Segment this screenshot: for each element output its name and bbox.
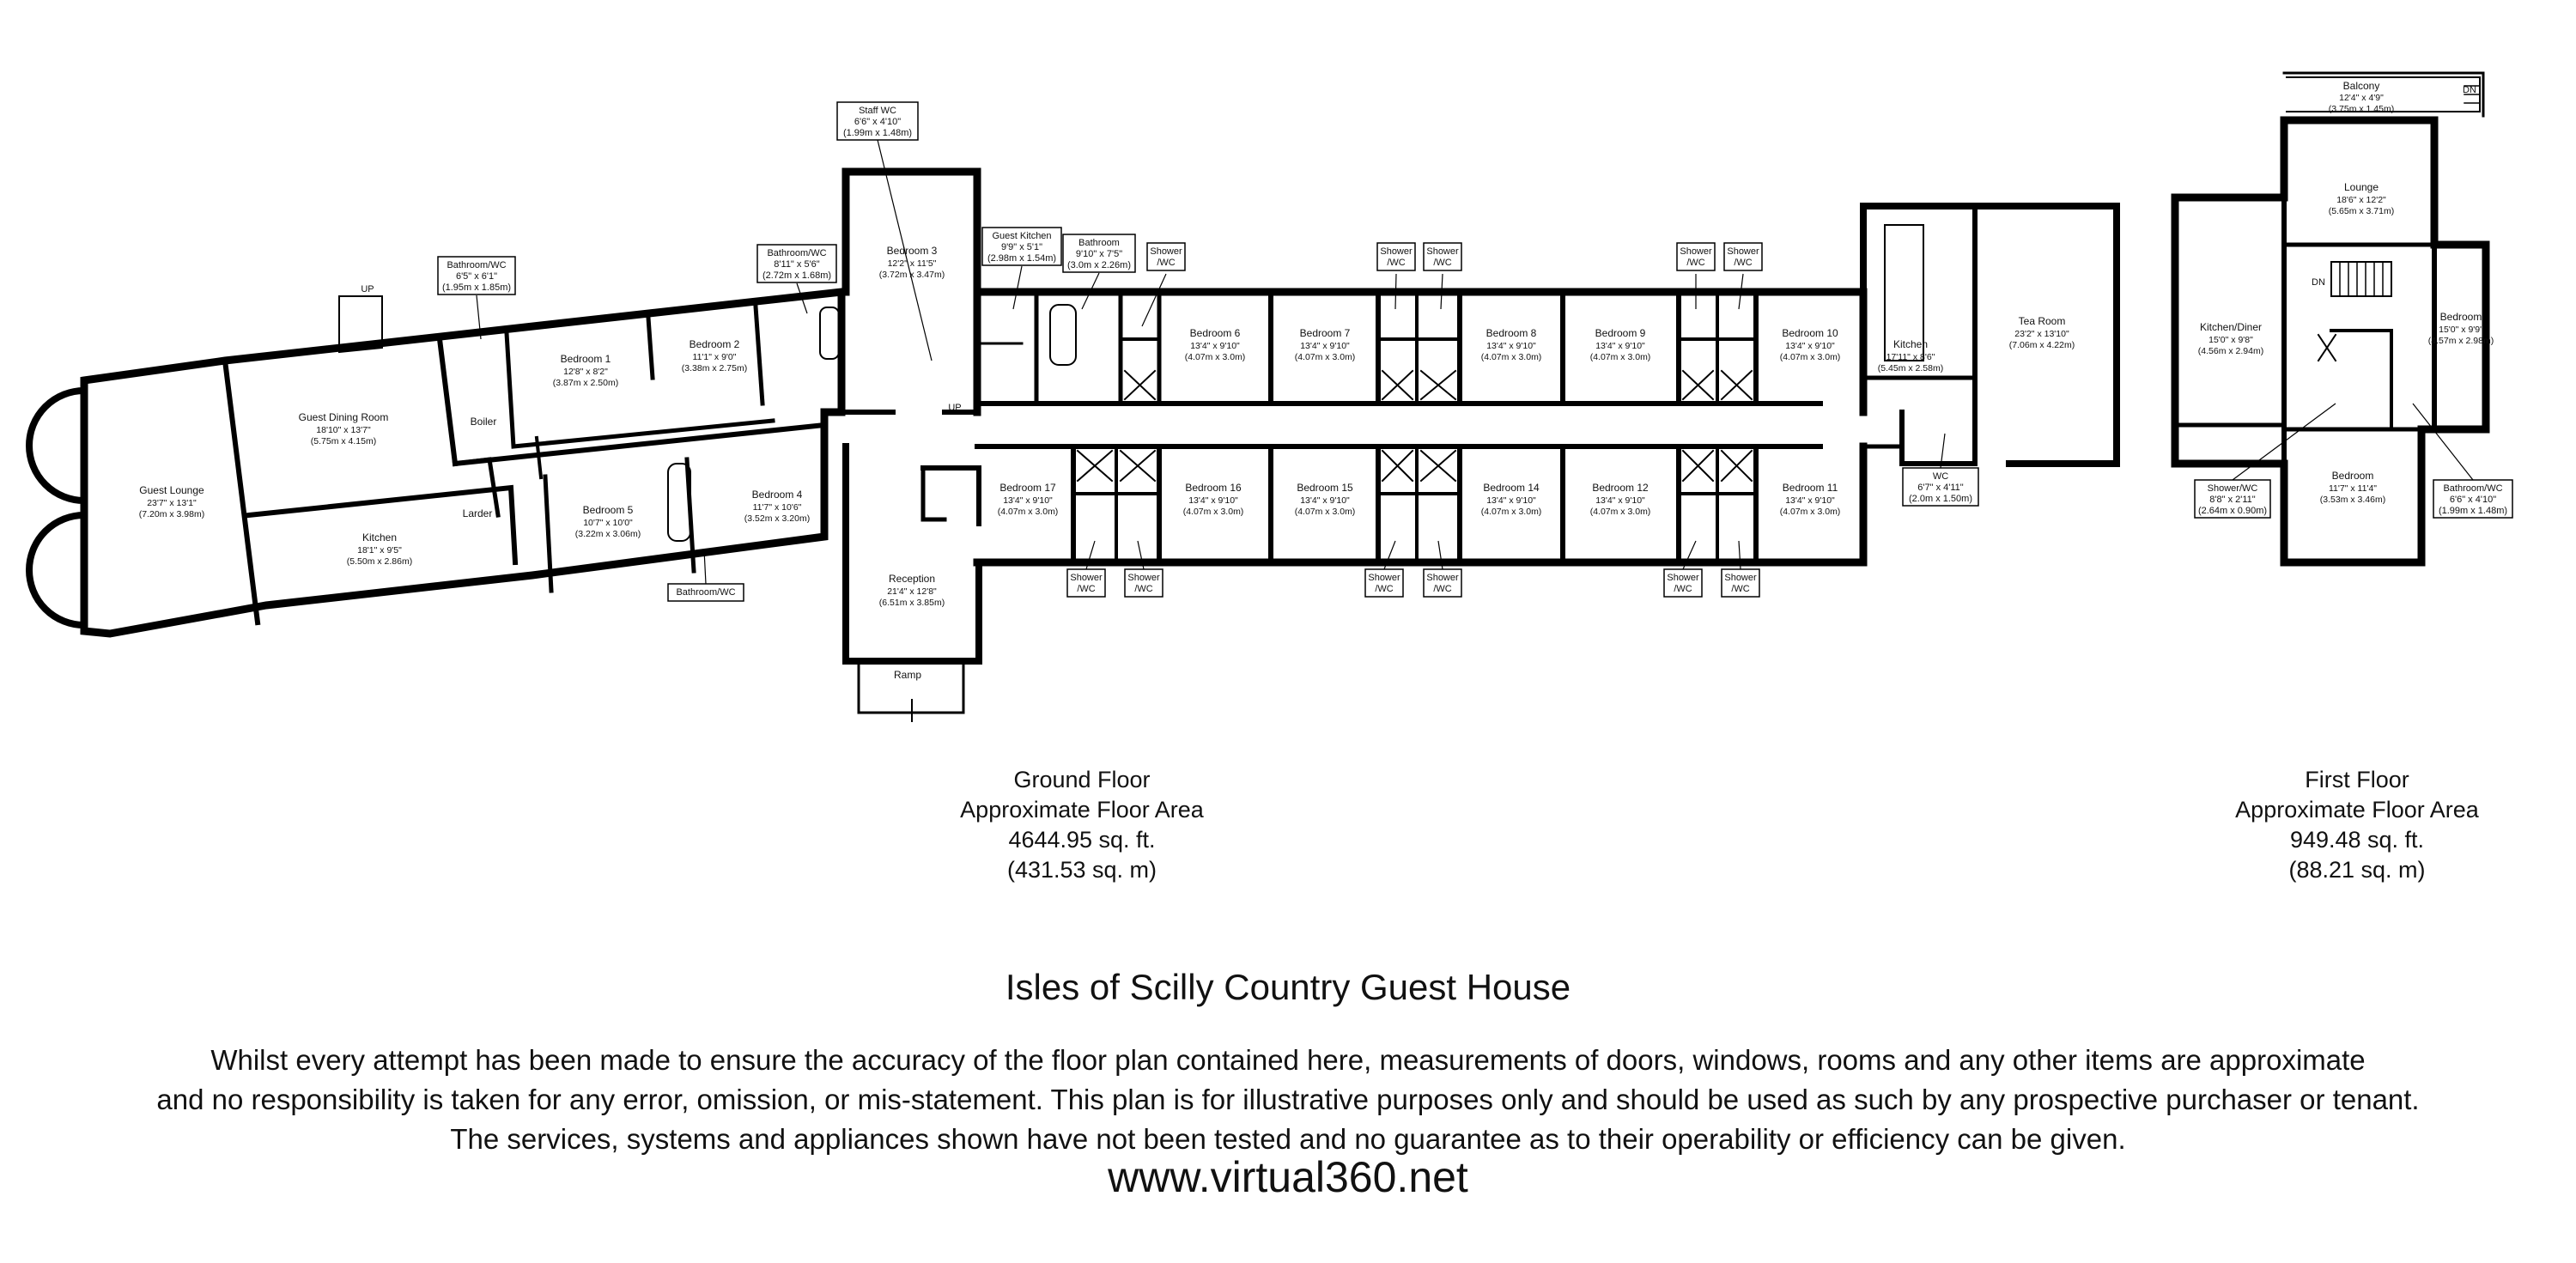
svg-text:(4.07m x 3.0m): (4.07m x 3.0m) bbox=[1294, 352, 1356, 362]
svg-text:(4.07m x 3.0m): (4.07m x 3.0m) bbox=[1294, 507, 1356, 517]
svg-text:18'6" x 12'2": 18'6" x 12'2" bbox=[2336, 195, 2386, 205]
svg-text:9'10" x 7'5": 9'10" x 7'5" bbox=[1075, 249, 1123, 259]
room-label bbox=[998, 482, 1059, 517]
svg-text:/WC: /WC bbox=[1134, 584, 1153, 594]
room-label bbox=[894, 669, 921, 681]
svg-text:Shower: Shower bbox=[1380, 246, 1413, 257]
svg-text:Bedroom 12: Bedroom 12 bbox=[1592, 482, 1649, 494]
svg-text:949.48 sq. ft.: 949.48 sq. ft. bbox=[2289, 827, 2425, 853]
svg-text:Bedroom 1: Bedroom 1 bbox=[560, 353, 611, 365]
svg-text:(7.20m x 3.98m): (7.20m x 3.98m) bbox=[138, 509, 205, 519]
room-label bbox=[2320, 470, 2385, 505]
svg-text:(3.53m x 3.46m): (3.53m x 3.46m) bbox=[2319, 495, 2386, 505]
svg-text:/WC: /WC bbox=[1686, 258, 1705, 268]
svg-text:(7.06m x 4.22m): (7.06m x 4.22m) bbox=[2008, 340, 2075, 350]
svg-text:8'8" x 2'11": 8'8" x 2'11" bbox=[2209, 495, 2256, 505]
svg-text:Shower: Shower bbox=[1070, 573, 1103, 583]
svg-text:(4.07m x 3.0m): (4.07m x 3.0m) bbox=[1480, 352, 1542, 362]
svg-text:(1.99m x 1.48m): (1.99m x 1.48m) bbox=[2438, 506, 2508, 516]
svg-text:Guest Lounge: Guest Lounge bbox=[139, 484, 204, 496]
svg-text:12'2" x 11'5": 12'2" x 11'5" bbox=[887, 258, 937, 269]
first-floor-caption bbox=[2235, 767, 2480, 883]
svg-text:DN: DN bbox=[2463, 85, 2476, 95]
svg-text:Ramp: Ramp bbox=[893, 669, 922, 681]
svg-text:(2.72m x 1.68m): (2.72m x 1.68m) bbox=[762, 270, 832, 281]
svg-text:4644.95 sq. ft.: 4644.95 sq. ft. bbox=[1008, 827, 1156, 853]
svg-text:Tea Room: Tea Room bbox=[2018, 315, 2066, 327]
svg-text:13'4" x 9'10": 13'4" x 9'10" bbox=[1300, 341, 1350, 351]
svg-text:/WC: /WC bbox=[1433, 584, 1452, 594]
svg-text:(5.75m x 4.15m): (5.75m x 4.15m) bbox=[310, 436, 377, 446]
callout-box bbox=[1677, 243, 1715, 270]
svg-text:6'6" x 4'10": 6'6" x 4'10" bbox=[854, 117, 902, 127]
svg-text:(4.07m x 3.0m): (4.07m x 3.0m) bbox=[1480, 507, 1542, 517]
svg-text:Shower: Shower bbox=[1680, 246, 1712, 257]
callout-box bbox=[1377, 243, 1415, 270]
svg-text:(4.57m x 2.98m): (4.57m x 2.98m) bbox=[2427, 336, 2494, 346]
svg-text:Shower/WC: Shower/WC bbox=[2207, 483, 2258, 494]
disclaimer-line: and no responsibility is taken for any error, omission, or mis-statement. This plan is for illustrative purposes only and should be used as such by any prospective purchaser or tenant. bbox=[156, 1084, 2420, 1115]
svg-text:6'5" x 6'1": 6'5" x 6'1" bbox=[455, 271, 498, 282]
svg-text:Shower: Shower bbox=[1127, 573, 1160, 583]
svg-text:(6.51m x 3.85m): (6.51m x 3.85m) bbox=[878, 598, 945, 608]
callout-box bbox=[1067, 569, 1105, 597]
svg-text:12'4" x 4'9": 12'4" x 4'9" bbox=[2339, 93, 2384, 103]
room-labels bbox=[138, 80, 2497, 681]
svg-text:/WC: /WC bbox=[1731, 584, 1750, 594]
svg-text:13'4" x 9'10": 13'4" x 9'10" bbox=[1595, 341, 1645, 351]
svg-text:Lounge: Lounge bbox=[2343, 181, 2379, 193]
svg-text:(88.21 sq. m): (88.21 sq. m) bbox=[2288, 857, 2426, 883]
svg-text:(2.98m x 1.54m): (2.98m x 1.54m) bbox=[987, 253, 1057, 264]
svg-text:/WC: /WC bbox=[1734, 258, 1753, 268]
svg-text:10'7" x 10'0": 10'7" x 10'0" bbox=[583, 518, 633, 528]
svg-text:(4.07m x 3.0m): (4.07m x 3.0m) bbox=[1184, 352, 1246, 362]
room-label bbox=[1185, 327, 1246, 362]
room-label bbox=[1780, 327, 1841, 362]
svg-text:Bedroom 2: Bedroom 2 bbox=[689, 338, 740, 350]
svg-text:Kitchen: Kitchen bbox=[1893, 338, 1929, 350]
svg-text:17'11" x 8'6": 17'11" x 8'6" bbox=[1886, 352, 1935, 362]
callout-box bbox=[982, 228, 1061, 265]
svg-text:11'7" x 11'4": 11'7" x 11'4" bbox=[2328, 483, 2378, 494]
website-link[interactable]: www.virtual360.net bbox=[1108, 1153, 1468, 1201]
svg-text:Bedroom 8: Bedroom 8 bbox=[1485, 327, 1537, 339]
svg-text:DN: DN bbox=[2312, 277, 2325, 288]
room-label bbox=[744, 489, 810, 524]
svg-text:11'1" x 9'0": 11'1" x 9'0" bbox=[692, 352, 737, 362]
svg-text:(5.45m x 2.58m): (5.45m x 2.58m) bbox=[1877, 363, 1944, 373]
svg-text:(1.95m x 1.85m): (1.95m x 1.85m) bbox=[441, 282, 512, 293]
svg-text:Approximate Floor Area: Approximate Floor Area bbox=[960, 797, 1204, 823]
svg-text:(4.07m x 3.0m): (4.07m x 3.0m) bbox=[997, 507, 1059, 517]
svg-text:18'10" x 13'7": 18'10" x 13'7" bbox=[316, 425, 371, 435]
svg-text:(3.38m x 2.75m): (3.38m x 2.75m) bbox=[681, 363, 748, 373]
svg-text:Approximate Floor Area: Approximate Floor Area bbox=[2235, 797, 2479, 823]
svg-text:23'7" x 13'1": 23'7" x 13'1" bbox=[147, 498, 197, 508]
callout-box bbox=[1365, 569, 1403, 597]
svg-text:(5.65m x 3.71m): (5.65m x 3.71m) bbox=[2328, 206, 2395, 216]
callout-box bbox=[1903, 468, 1978, 506]
svg-text:(4.07m x 3.0m): (4.07m x 3.0m) bbox=[1589, 352, 1651, 362]
svg-text:(2.0m x 1.50m): (2.0m x 1.50m) bbox=[1909, 494, 1972, 504]
svg-text:9'9" x 5'1": 9'9" x 5'1" bbox=[1000, 242, 1043, 252]
svg-text:WC: WC bbox=[1932, 471, 1949, 482]
svg-text:UP: UP bbox=[948, 403, 962, 413]
svg-text:(431.53 sq. m): (431.53 sq. m) bbox=[1006, 857, 1157, 883]
room-label bbox=[299, 411, 389, 446]
svg-text:Bedroom 9: Bedroom 9 bbox=[1595, 327, 1646, 339]
svg-text:Guest Kitchen: Guest Kitchen bbox=[992, 231, 1052, 241]
svg-text:(4.07m x 3.0m): (4.07m x 3.0m) bbox=[1589, 507, 1651, 517]
room-label bbox=[553, 353, 618, 388]
svg-text:Bathroom/WC: Bathroom/WC bbox=[447, 260, 507, 270]
svg-text:(4.07m x 3.0m): (4.07m x 3.0m) bbox=[1779, 352, 1841, 362]
callout-box bbox=[1722, 569, 1759, 597]
svg-text:21'4" x 12'8": 21'4" x 12'8" bbox=[887, 586, 937, 597]
svg-text:(4.07m x 3.0m): (4.07m x 3.0m) bbox=[1182, 507, 1244, 517]
svg-text:(3.52m x 3.20m): (3.52m x 3.20m) bbox=[744, 513, 811, 524]
svg-text:13'4" x 9'10": 13'4" x 9'10" bbox=[1595, 495, 1645, 506]
callout-box bbox=[1424, 569, 1461, 597]
room-label bbox=[1481, 482, 1542, 517]
disclaimer-line: Whilst every attempt has been made to ensure the accuracy of the floor plan contained here, measurements of doors, windows, rooms and any other items are approximate bbox=[210, 1044, 2366, 1076]
svg-text:13'4" x 9'10": 13'4" x 9'10" bbox=[1486, 341, 1536, 351]
svg-text:13'4" x 9'10": 13'4" x 9'10" bbox=[1003, 495, 1053, 506]
room-label bbox=[879, 573, 945, 608]
svg-text:Bedroom 5: Bedroom 5 bbox=[582, 504, 634, 516]
svg-text:/WC: /WC bbox=[1433, 258, 1452, 268]
svg-text:15'0" x 9'8": 15'0" x 9'8" bbox=[2208, 335, 2253, 345]
svg-text:Bathroom/WC: Bathroom/WC bbox=[676, 587, 736, 598]
svg-text:13'4" x 9'10": 13'4" x 9'10" bbox=[1785, 341, 1835, 351]
svg-text:8'11" x 5'6": 8'11" x 5'6" bbox=[774, 259, 820, 270]
svg-text:Staff WC: Staff WC bbox=[859, 106, 896, 116]
callout-box bbox=[1664, 569, 1702, 597]
svg-text:Bathroom: Bathroom bbox=[1078, 238, 1120, 248]
svg-text:(3.22m x 3.06m): (3.22m x 3.06m) bbox=[574, 529, 641, 539]
room-label bbox=[1590, 482, 1651, 517]
svg-text:Bedroom 10: Bedroom 10 bbox=[1782, 327, 1838, 339]
room-label bbox=[575, 504, 641, 539]
callout-box bbox=[837, 102, 918, 140]
svg-text:First Floor: First Floor bbox=[2305, 767, 2409, 792]
room-label bbox=[2009, 315, 2075, 350]
svg-text:/WC: /WC bbox=[1674, 584, 1692, 594]
room-label bbox=[2198, 321, 2263, 356]
svg-text:18'1" x 9'5": 18'1" x 9'5" bbox=[357, 545, 402, 556]
svg-text:/WC: /WC bbox=[1157, 258, 1176, 268]
svg-text:Shower: Shower bbox=[1667, 573, 1699, 583]
svg-text:23'2" x 13'10": 23'2" x 13'10" bbox=[2014, 329, 2069, 339]
room-label bbox=[2329, 181, 2394, 216]
svg-text:Balcony: Balcony bbox=[2342, 80, 2380, 92]
svg-text:UP: UP bbox=[361, 284, 374, 294]
svg-text:(3.0m x 2.26m): (3.0m x 2.26m) bbox=[1067, 260, 1131, 270]
svg-text:Bedroom 3: Bedroom 3 bbox=[886, 245, 938, 257]
callout-box bbox=[1147, 243, 1185, 270]
svg-text:Bedroom 7: Bedroom 7 bbox=[1299, 327, 1351, 339]
svg-text:(3.87m x 2.50m): (3.87m x 2.50m) bbox=[552, 378, 619, 388]
svg-text:Bathroom/WC: Bathroom/WC bbox=[767, 248, 827, 258]
svg-text:Shower: Shower bbox=[1724, 573, 1757, 583]
callout-box bbox=[438, 257, 515, 294]
svg-text:Shower: Shower bbox=[1426, 246, 1459, 257]
callout-box bbox=[1063, 234, 1135, 272]
svg-text:(4.07m x 3.0m): (4.07m x 3.0m) bbox=[1779, 507, 1841, 517]
ground-floor-caption bbox=[960, 767, 1205, 883]
room-label bbox=[2329, 80, 2394, 114]
room-label bbox=[1183, 482, 1244, 517]
svg-text:Bedroom 16: Bedroom 16 bbox=[1185, 482, 1242, 494]
stair-markers bbox=[361, 85, 2476, 413]
svg-text:/WC: /WC bbox=[1375, 584, 1394, 594]
room-label bbox=[139, 484, 204, 519]
svg-text:Bedroom 6: Bedroom 6 bbox=[1189, 327, 1241, 339]
svg-text:12'8" x 8'2": 12'8" x 8'2" bbox=[563, 367, 608, 377]
svg-text:13'4" x 9'10": 13'4" x 9'10" bbox=[1785, 495, 1835, 506]
svg-text:(2.64m x 0.90m): (2.64m x 0.90m) bbox=[2197, 506, 2268, 516]
room-label bbox=[347, 531, 412, 567]
callout-box bbox=[1724, 243, 1762, 270]
svg-text:(1.99m x 1.48m): (1.99m x 1.48m) bbox=[842, 128, 913, 138]
svg-text:11'7" x 10'6": 11'7" x 10'6" bbox=[752, 502, 802, 513]
callout-box bbox=[757, 245, 836, 282]
callout-box bbox=[2195, 480, 2270, 518]
svg-text:Kitchen: Kitchen bbox=[361, 531, 398, 543]
disclaimer-line: The services, systems and appliances shown have not been tested and no guarantee as to their operability or efficiency can be given. bbox=[450, 1123, 2126, 1155]
svg-text:Kitchen/Diner: Kitchen/Diner bbox=[2199, 321, 2263, 333]
room-label bbox=[1295, 482, 1356, 517]
svg-text:Bedroom 17: Bedroom 17 bbox=[999, 482, 1056, 494]
room-label bbox=[471, 416, 497, 428]
svg-text:13'4" x 9'10": 13'4" x 9'10" bbox=[1486, 495, 1536, 506]
svg-text:Shower: Shower bbox=[1368, 573, 1400, 583]
room-label bbox=[1295, 327, 1356, 362]
svg-text:/WC: /WC bbox=[1387, 258, 1406, 268]
svg-text:Boiler: Boiler bbox=[470, 416, 497, 428]
svg-text:Larder: Larder bbox=[462, 507, 493, 519]
callout-box bbox=[2433, 480, 2512, 518]
disclaimer bbox=[0, 1041, 2576, 1159]
room-label bbox=[879, 245, 945, 280]
svg-text:(5.50m x 2.86m): (5.50m x 2.86m) bbox=[346, 556, 413, 567]
svg-text:Shower: Shower bbox=[1727, 246, 1759, 257]
callout-box bbox=[1424, 243, 1461, 270]
svg-text:Guest Dining Room: Guest Dining Room bbox=[298, 411, 389, 423]
svg-text:Bedroom 11: Bedroom 11 bbox=[1782, 482, 1838, 494]
room-label bbox=[682, 338, 747, 373]
callout-box bbox=[668, 584, 744, 601]
room-label bbox=[1590, 327, 1651, 362]
svg-text:(3.72m x 3.47m): (3.72m x 3.47m) bbox=[878, 270, 945, 280]
callout-box bbox=[1125, 569, 1163, 597]
svg-text:6'7" x 4'11": 6'7" x 4'11" bbox=[1917, 483, 1964, 493]
svg-text:Reception: Reception bbox=[888, 573, 936, 585]
svg-text:Bedroom: Bedroom bbox=[2331, 470, 2374, 482]
svg-text:Bedroom 15: Bedroom 15 bbox=[1297, 482, 1353, 494]
svg-text:/WC: /WC bbox=[1077, 584, 1096, 594]
svg-text:Bedroom: Bedroom bbox=[2439, 311, 2482, 323]
svg-text:13'4" x 9'10": 13'4" x 9'10" bbox=[1188, 495, 1238, 506]
svg-text:13'4" x 9'10": 13'4" x 9'10" bbox=[1300, 495, 1350, 506]
svg-text:Bedroom 4: Bedroom 4 bbox=[751, 489, 803, 501]
svg-text:Shower: Shower bbox=[1150, 246, 1182, 257]
svg-text:(3.75m x 1.45m): (3.75m x 1.45m) bbox=[2328, 104, 2395, 114]
room-label bbox=[1780, 482, 1841, 517]
room-label bbox=[463, 507, 493, 519]
svg-text:Bedroom 14: Bedroom 14 bbox=[1483, 482, 1540, 494]
svg-text:Ground Floor: Ground Floor bbox=[1013, 767, 1151, 792]
svg-text:Bathroom/WC: Bathroom/WC bbox=[2443, 483, 2503, 494]
room-label bbox=[1878, 338, 1943, 373]
svg-text:13'4" x 9'10": 13'4" x 9'10" bbox=[1190, 341, 1240, 351]
room-label bbox=[1481, 327, 1542, 362]
svg-text:6'6" x 4'10": 6'6" x 4'10" bbox=[2449, 495, 2497, 505]
svg-text:Shower: Shower bbox=[1426, 573, 1459, 583]
svg-text:(4.56m x 2.94m): (4.56m x 2.94m) bbox=[2197, 346, 2264, 356]
svg-text:15'0" x 9'9": 15'0" x 9'9" bbox=[2439, 325, 2483, 335]
plan-title: Isles of Scilly Country Guest House bbox=[1005, 967, 1571, 1007]
